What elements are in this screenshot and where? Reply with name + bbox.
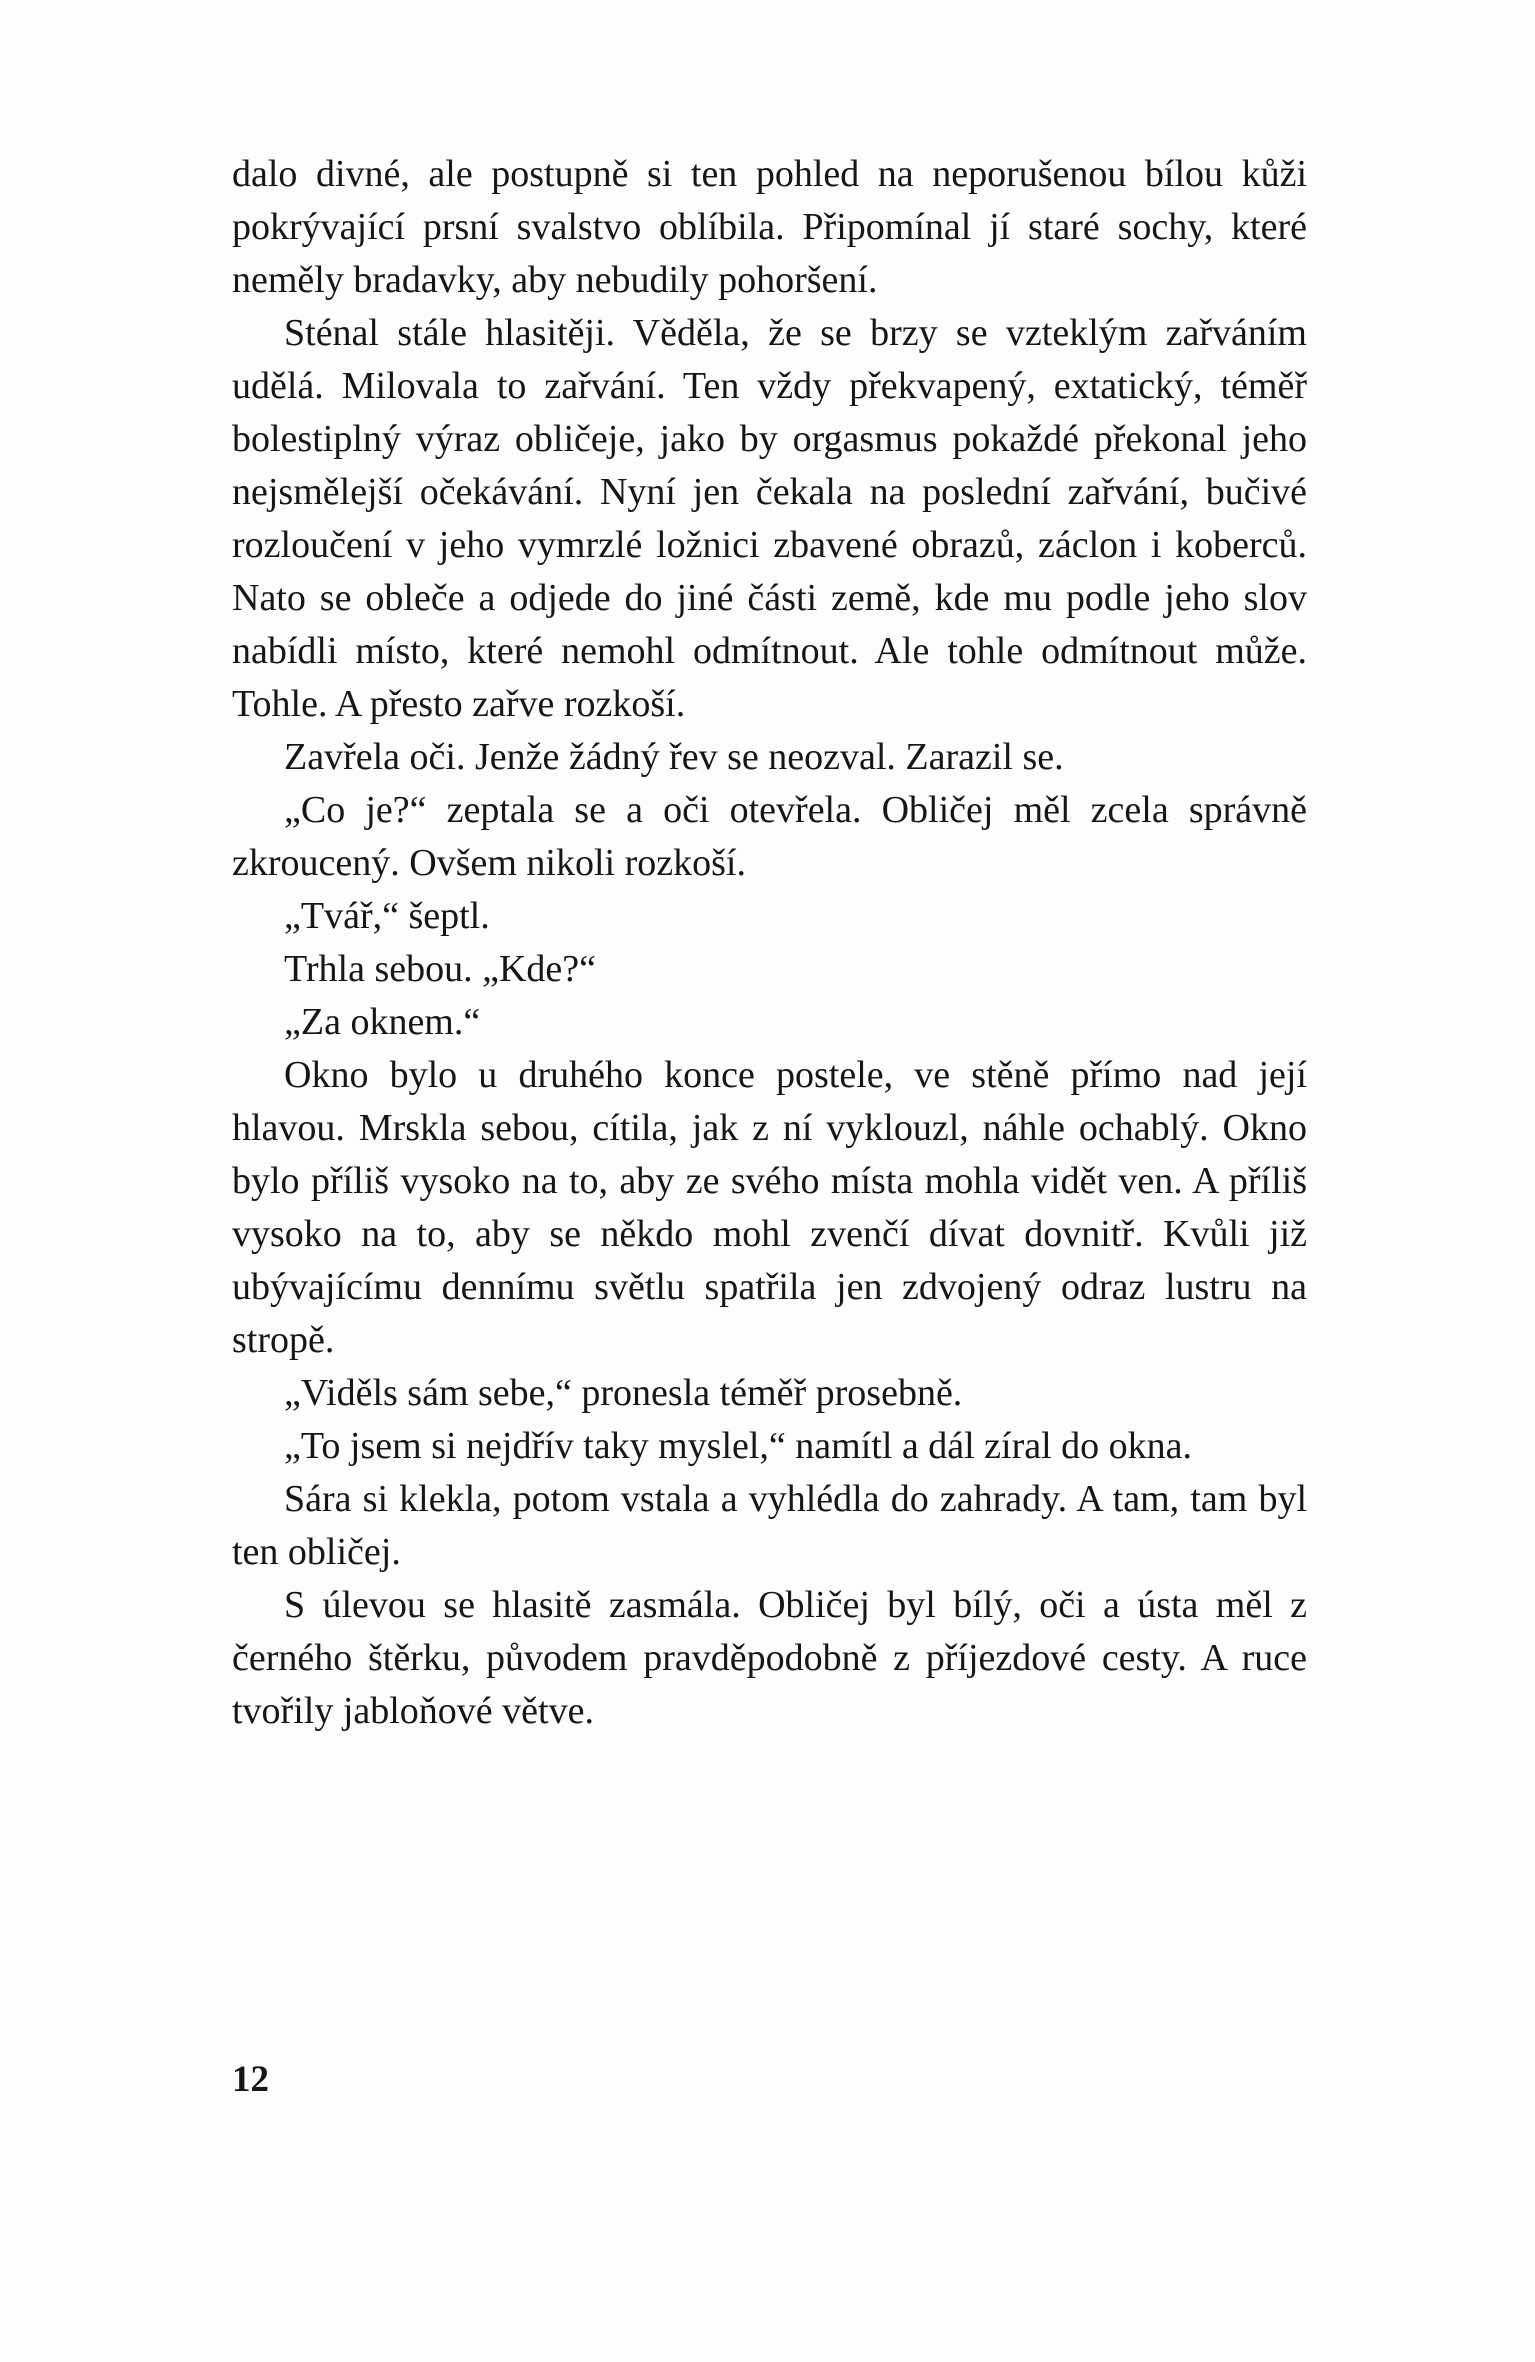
paragraph: S úlevou se hlasitě zasmála. Obličej byl bílý, oči a ústa měl z černého štěrku, původem pravděpodobně z příjezdové cesty. A ruce tvořily jabloňové větve. [232,1584,1307,1732]
paragraph: dalo divné, ale postupně si ten pohled na neporušenou bílou kůži pokrývající prsní svalstvo oblíbila. Připomínal jí staré sochy, které neměly bradavky, aby nebudily pohoršení. [232,153,1307,301]
paragraph: „Tvář,“ šeptl. [284,895,490,937]
paragraph: Okno bylo u druhého konce postele, ve stěně přímo nad její hlavou. Mrskla sebou, cítila, jak z ní vyklouzl, náhle ochablý. Okno bylo příliš vysoko na to, aby ze svého místa mohla vidět ven. A příliš vysoko na to, aby se někdo mohl zvenčí dívat dovnitř. Kvůli již ubývajícímu dennímu světlu spatřila jen zdvojený odraz lustru na stropě. [232,1054,1307,1361]
paragraph: Zavřela oči. Jenže žádný řev se neozval. Zarazil se. [284,736,1064,778]
paragraph: „Co je?“ zeptala se a oči otevřela. Obličej měl zcela správně zkroucený. Ovšem nikoli rozkoší. [232,789,1307,884]
paragraph: Sténal stále hlasitěji. Věděla, že se brzy se vzteklým zařváním udělá. Milovala to zařvání. Ten vždy překvapený, extatický, téměř bolestiplný výraz obličeje, jako by orgasmus pokaždé překonal jeho nejsmělejší očekávání. Nyní jen čekala na poslední zařvání, bučivé rozloučení v jeho vymrzlé ložnici zbavené obrazů, záclon i koberců. Nato se obleče a odjede do jiné části země, kde mu podle jeho slov nabídli místo, které nemohl odmítnout. Ale tohle odmítnout může. Tohle. A přesto zařve rozkoší. [232,312,1307,725]
paragraph: „To jsem si nejdřív taky myslel,“ namítl a dál zíral do okna. [284,1425,1193,1467]
page-number: 12 [232,2059,269,2100]
paragraph: Trhla sebou. „Kde?“ [284,948,597,990]
paragraph: „Viděls sám sebe,“ pronesla téměř prosebně. [284,1372,963,1414]
paragraph: „Za oknem.“ [284,1001,481,1043]
paragraph: Sára si klekla, potom vstala a vyhlédla do zahrady. A tam, tam byl ten obličej. [232,1478,1307,1573]
body-text [232,148,1307,1738]
